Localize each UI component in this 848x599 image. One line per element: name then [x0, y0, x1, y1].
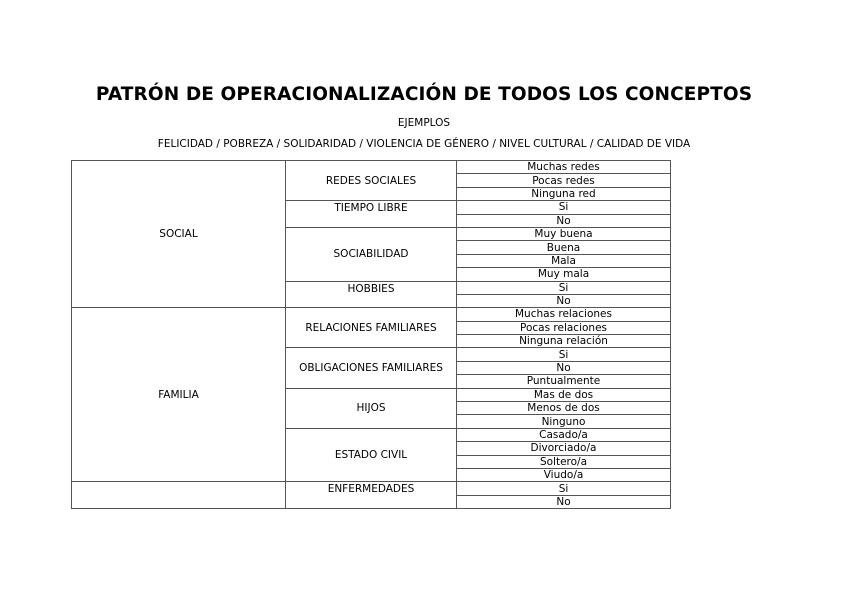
variable-label: ESTADO CIVIL: [334, 449, 408, 462]
variable-label: SOCIABILIDAD: [333, 248, 409, 261]
value-cell: Pocas redes: [457, 174, 671, 187]
variable-label: RELACIONES FAMILIARES: [305, 321, 437, 334]
variable-cell: [286, 201, 457, 228]
variable-label: HOBBIES: [347, 282, 395, 295]
variable-label: TIEMPO LIBRE: [334, 202, 408, 215]
value-cell: Pocas relaciones: [457, 321, 671, 334]
value-cell: Puntualmente: [457, 375, 671, 388]
value-cell: No: [457, 214, 671, 227]
variable-cell: [286, 348, 457, 388]
value-cell: Muy buena: [457, 227, 671, 240]
variable-cell: [286, 308, 457, 348]
value-cell: No: [457, 294, 671, 307]
subtitle: EJEMPLOS: [397, 117, 451, 129]
table-row: [72, 161, 671, 174]
value-cell: Menos de dos: [457, 402, 671, 415]
value-cell: No: [457, 495, 671, 508]
variable-cell: [286, 388, 457, 428]
variable-label: REDES SOCIALES: [325, 174, 417, 187]
table-row: [72, 482, 671, 495]
variable-cell: [286, 161, 457, 201]
variable-cell: [286, 482, 457, 509]
value-cell: Muchas relaciones: [457, 308, 671, 321]
value-cell: Viudo/a: [457, 468, 671, 481]
value-cell: Soltero/a: [457, 455, 671, 468]
value-cell: No: [457, 361, 671, 374]
value-cell: Divorciado/a: [457, 442, 671, 455]
operationalization-table: [71, 160, 671, 509]
value-cell: Si: [457, 348, 671, 361]
value-cell: Mas de dos: [457, 388, 671, 401]
dimension-cell: SOCIAL: [72, 161, 286, 308]
value-cell: Buena: [457, 241, 671, 254]
value-cell: Muchas redes: [457, 161, 671, 174]
value-cell: Mala: [457, 254, 671, 267]
dimension-cell: [72, 482, 286, 509]
value-cell: Casado/a: [457, 428, 671, 441]
table-row: [72, 308, 671, 321]
value-cell: Muy mala: [457, 268, 671, 281]
concepts-line: FELICIDAD / POBREZA / SOLIDARIDAD / VIOLENCIA DE GÉNERO / NIVEL CULTURAL / CALIDAD DE VIDA: [157, 138, 691, 150]
variable-cell: [286, 428, 457, 482]
variable-cell: [286, 281, 457, 308]
value-cell: Si: [457, 281, 671, 294]
value-cell: Si: [457, 482, 671, 495]
dimension-cell: FAMILIA: [72, 308, 286, 482]
variable-label: HIJOS: [356, 402, 386, 415]
variable-label: OBLIGACIONES FAMILIARES: [299, 362, 443, 375]
variable-label: ENFERMEDADES: [327, 483, 415, 496]
page-title: PATRÓN DE OPERACIONALIZACIÓN DE TODOS LOS CONCEPTOS: [95, 84, 753, 105]
value-cell: Ninguna relación: [457, 335, 671, 348]
value-cell: Ninguna red: [457, 187, 671, 200]
value-cell: Ninguno: [457, 415, 671, 428]
value-cell: Si: [457, 201, 671, 214]
variable-cell: [286, 227, 457, 281]
